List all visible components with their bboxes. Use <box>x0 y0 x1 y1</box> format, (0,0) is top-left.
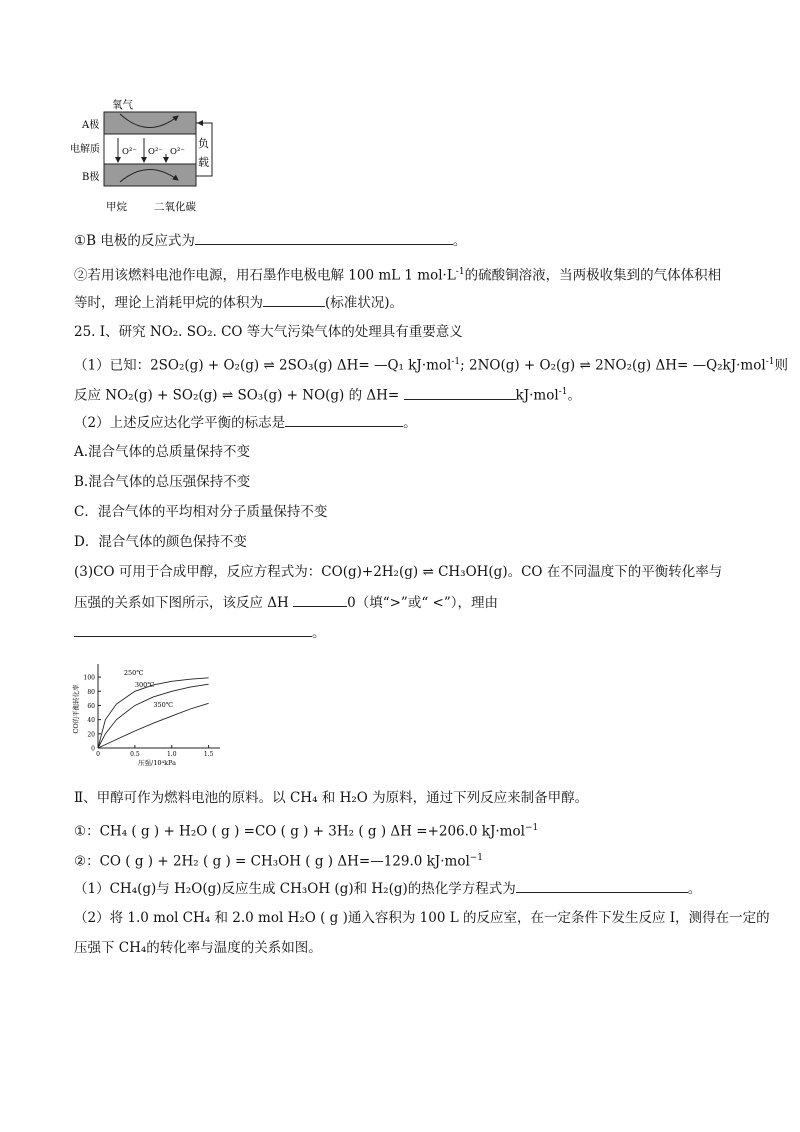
equilibrium-arrow-icon: ⇌ <box>575 357 596 374</box>
x-tick-label: 0 <box>96 751 100 758</box>
text: 2NO₂(g) ΔH= —Q₂kJ·mol <box>595 357 766 374</box>
q25-p2 <box>74 412 417 433</box>
y-tick-label: 0 <box>91 745 95 753</box>
q25-p3-line3 <box>74 622 326 643</box>
x-tick-label: 0.5 <box>130 751 140 758</box>
q25-p1-line2 <box>74 382 581 406</box>
answer-blank <box>293 592 347 607</box>
text: CH₃OH(g)。CO 在不同温度下的平衡转化率与 <box>438 564 723 580</box>
equilibrium-arrow-icon: ⇌ <box>217 387 238 404</box>
load-label: 载 <box>198 156 209 169</box>
oxygen-label: 氧气 <box>112 99 133 111</box>
electrolyte-label: 电解质 <box>70 144 100 155</box>
reaction-2 <box>74 848 483 872</box>
text: 。 <box>403 415 417 431</box>
y-tick-label: 40 <box>87 717 95 725</box>
q25-p3-line2 <box>74 592 498 613</box>
text: 反应 NO₂(g) + SO₂(g) <box>74 387 218 404</box>
option-b: B.混合气体的总压强保持不变 <box>74 474 251 490</box>
text: 2SO₃(g) ΔH= —Q₁ kJ·mol <box>279 357 452 374</box>
part2-intro: Ⅱ、甲醇可作为燃料电池的原料。以 CH₄ 和 H₂O 为原料，通过下列反应来制备甲醇。 <box>74 790 589 806</box>
ion-label: O²⁻ <box>170 147 185 157</box>
q24-item2-text: 的硫酸铜溶液，当两极收集到的气体体积相 <box>464 267 722 284</box>
text: 压强的关系如下图所示，该反应 ΔH <box>74 595 289 611</box>
series-label: 250℃ <box>123 668 144 677</box>
answer-blank <box>74 622 312 637</box>
load-label: 负 <box>198 137 209 150</box>
answer-blank <box>516 878 688 893</box>
superscript: -1 <box>451 357 461 367</box>
series-label: 300℃ <box>134 681 155 690</box>
superscript: −1 <box>524 823 539 833</box>
superscript: -1 <box>455 267 465 277</box>
series-label: 350℃ <box>153 700 173 709</box>
text: （1）CH₄(g)与 H₂O(g)反应生成 CH₃OH (g)和 H₂(g)的热化学方程式为 <box>74 881 516 897</box>
part2-q2-line1: （2）将 1.0 mol CH₄ 和 2.0 mol H₂O ( g )通入容积为 100 L 的反应室，在一定条件下发生反应 I，测得在一定的 <box>74 910 770 926</box>
text: 0（填“>”或“ <”），理由 <box>347 595 498 611</box>
q24-item2-text: (标准状况)。 <box>325 295 404 311</box>
text: ②：CO ( g ) + 2H₂ ( g ) = CH₃OH ( g ) ΔH=—129.0 kJ·mol <box>74 853 470 870</box>
option-d: D．混合气体的颜色保持不变 <box>74 534 247 550</box>
superscript: -1 <box>765 357 775 367</box>
equilibrium-arrow-icon: ⇌ <box>418 564 439 580</box>
q25-p3-line1 <box>74 562 722 582</box>
text: kJ·mol <box>515 387 559 404</box>
text: SO₃(g) + NO(g) 的 ΔH= <box>237 387 400 404</box>
text: （2）上述反应达化学平衡的标志是 <box>74 415 286 431</box>
part2-q2-line2: 压强下 CH₄的转化率与温度的关系如图。 <box>74 940 322 956</box>
text: 。 <box>312 625 326 641</box>
y-tick-label: 100 <box>83 674 95 682</box>
q24-item1-end: 。 <box>452 233 467 249</box>
q25-p1-line1 <box>74 352 788 376</box>
superscript: -1 <box>558 387 568 397</box>
answer-blank <box>195 230 453 245</box>
q24-item1-text: ①B 电极的反应式为 <box>74 233 195 249</box>
fuel-cell-diagram <box>70 96 230 218</box>
text: ; 2NO(g) + O₂(g) <box>460 357 576 374</box>
part2-q1 <box>74 878 701 899</box>
reaction-1 <box>74 818 538 842</box>
equilibrium-arrow-icon: ⇌ <box>259 357 280 374</box>
text: （1）已知：2SO₂(g) + O₂(g) <box>74 357 260 374</box>
x-tick-label: 1.0 <box>166 751 177 758</box>
q24-item2-text: ②若用该燃料电池作电源，用石墨作电极电解 100 mL 1 mol·L <box>74 267 456 284</box>
y-tick-label: 60 <box>87 702 95 710</box>
answer-blank <box>263 292 325 307</box>
q24-item2-line2 <box>74 292 403 313</box>
x-axis-label: 压强/10⁴kPa <box>138 759 176 767</box>
text: 则 <box>774 357 788 374</box>
option-c: C．混合气体的平均相对分子质量保持不变 <box>74 504 328 520</box>
series-line <box>98 700 209 748</box>
q24-item1 <box>74 230 466 251</box>
x-tick-label: 1.5 <box>203 751 214 758</box>
answer-blank <box>285 412 403 427</box>
ion-label: O²⁻ <box>148 147 163 157</box>
answer-blank <box>404 385 516 400</box>
superscript: −1 <box>469 853 484 863</box>
q24-item2-line1 <box>74 262 721 286</box>
q24-item2-text: 等时，理论上消耗甲烷的体积为 <box>74 295 263 311</box>
electrode-b-label: B极 <box>82 172 100 183</box>
electrode-a-label: A极 <box>82 120 100 131</box>
option-a: A.混合气体的总质量保持不变 <box>74 444 251 460</box>
electrode-b <box>104 164 196 186</box>
ion-label: O²⁻ <box>122 147 137 157</box>
text: ①：CH₄ ( g ) + H₂O ( g ) =CO ( g ) + 3H₂ ( g ) ΔH =+206.0 kJ·mol <box>74 823 525 840</box>
co2-label: 二氧化碳 <box>154 201 196 213</box>
electrode-a <box>104 112 196 134</box>
y-axis-label: CO的平衡转化率 <box>72 684 80 734</box>
methane-label: 甲烷 <box>106 201 127 213</box>
y-tick-label: 80 <box>87 688 95 696</box>
y-tick-label: 20 <box>87 731 95 739</box>
text: 。 <box>567 387 581 404</box>
q25-heading: 25. Ⅰ、研究 NO₂. SO₂. CO 等大气污染气体的处理具有重要意义 <box>74 324 463 340</box>
series-line <box>98 684 209 748</box>
text: (3)CO 可用于合成甲醇，反应方程式为：CO(g)+2H₂(g) <box>74 564 419 580</box>
co-conversion-chart <box>70 660 230 772</box>
text: 。 <box>687 881 702 897</box>
